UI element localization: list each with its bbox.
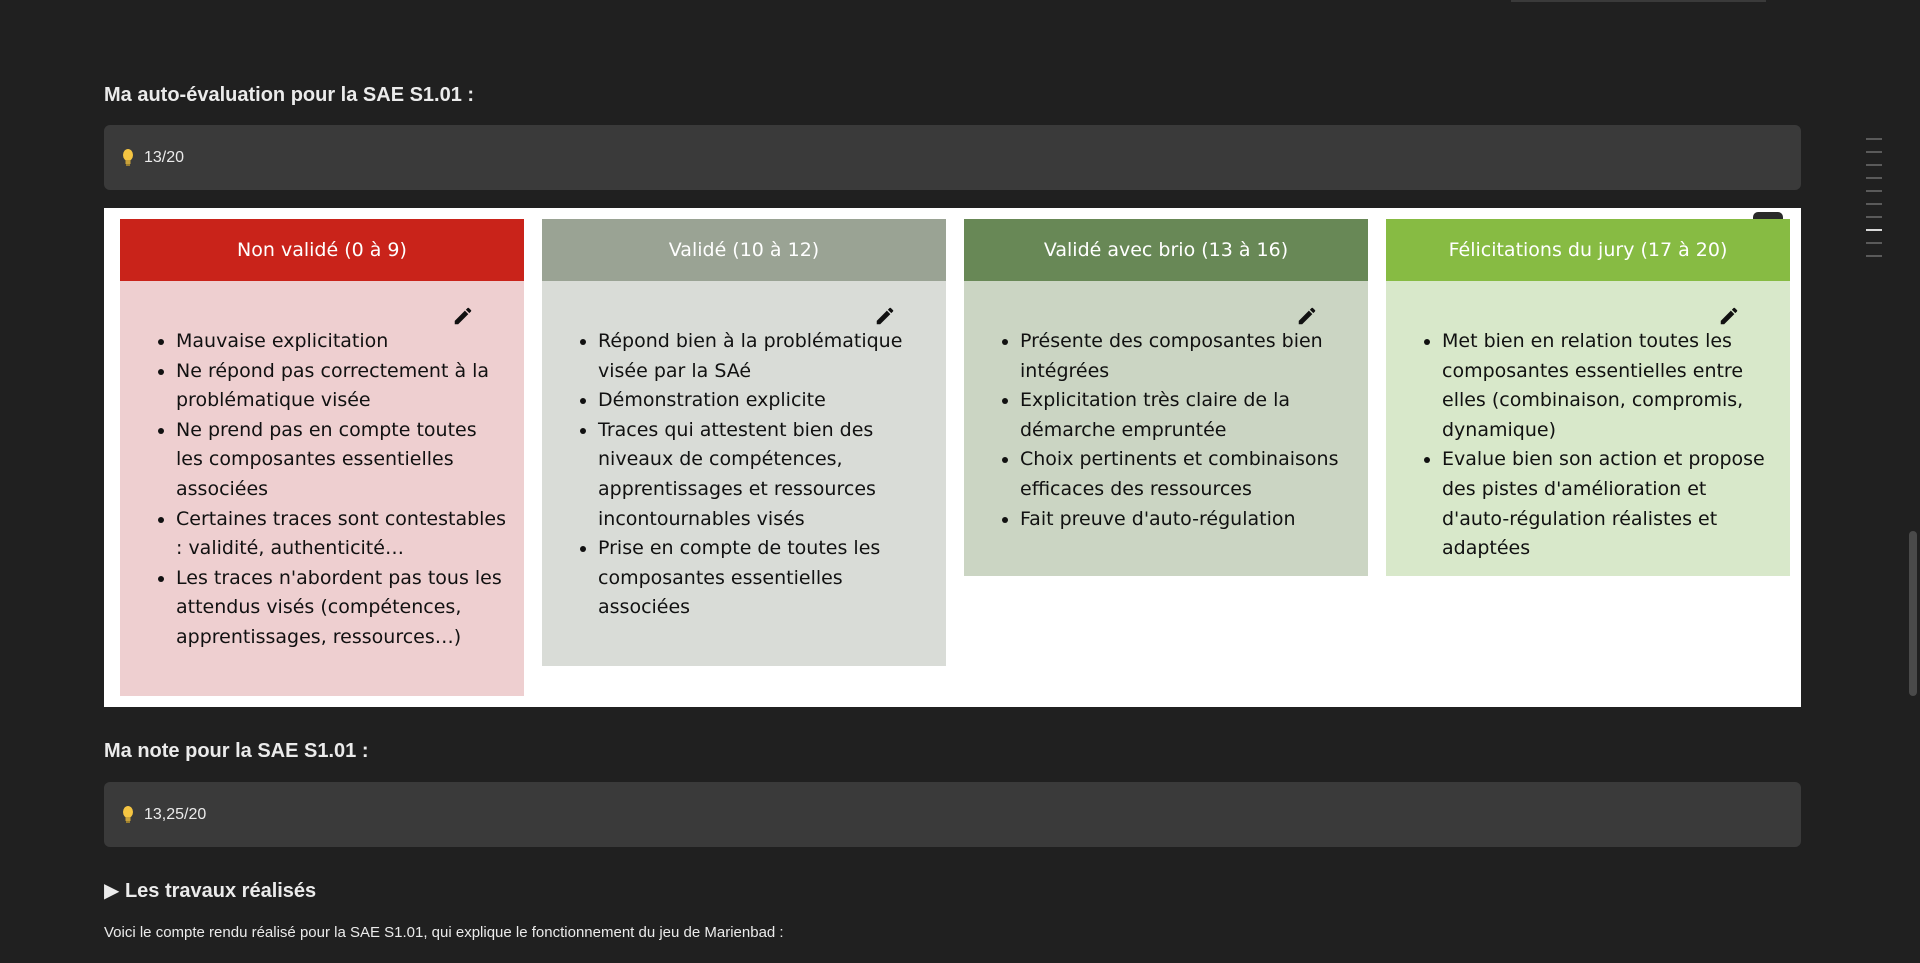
list-item: • Choix pertinents et combinaisons efficaces des ressources [1020, 445, 1350, 504]
list-item: • Ne répond pas correctement à la problématique visée [176, 357, 506, 416]
scrollbar-thumb[interactable] [1909, 531, 1917, 696]
list-item: • Certaines traces sont contestables : validité, authenticité… [176, 505, 506, 564]
scrollbar-track[interactable] [1906, 0, 1920, 963]
note-callout [104, 782, 1801, 847]
list-item: • Explicitation très claire de la démarche empruntée [1020, 386, 1350, 445]
criteria-list [1386, 327, 1772, 564]
rubric-column-valide [542, 219, 946, 666]
rubric-embed [104, 208, 1801, 707]
toc-item[interactable] [1866, 255, 1882, 257]
column-body [1386, 281, 1790, 576]
criteria-list [120, 327, 506, 653]
pencil-icon[interactable] [874, 305, 896, 327]
column-header: Félicitations du jury (17 à 20) [1386, 219, 1790, 281]
list-item: • Traces qui attestent bien des niveaux de compétences, apprentissages et ressources incontournables visés [598, 416, 928, 534]
travaux-paragraph: Voici le compte rendu réalisé pour la SAE S1.01, qui explique le fonctionnement du jeu de Marienbad : [104, 924, 784, 941]
toc-item[interactable] [1866, 164, 1882, 166]
list-item: • Les traces n'abordent pas tous les attendus visés (compétences, apprentissages, ressources…) [176, 564, 506, 653]
toc-item-active[interactable] [1866, 229, 1882, 231]
top-edge-bar [1511, 0, 1766, 2]
toc-item[interactable] [1866, 138, 1882, 140]
autoeval-value: 13/20 [144, 148, 185, 166]
column-body [964, 281, 1368, 576]
toc-item[interactable] [1866, 151, 1882, 153]
pencil-icon[interactable] [1718, 305, 1740, 327]
list-item: • Présente des composantes bien intégrées [1020, 327, 1350, 386]
list-item: • Evalue bien son action et propose des pistes d'amélioration et d'auto-régulation réalistes et adaptées [1442, 445, 1772, 563]
toc-item[interactable] [1866, 216, 1882, 218]
autoeval-callout [104, 125, 1801, 190]
list-item: • Démonstration explicite [598, 386, 928, 416]
rubric-column-valide-brio [964, 219, 1368, 576]
list-item: • Répond bien à la problématique visée par la SAé [598, 327, 928, 386]
rubric-column-felicitations [1386, 219, 1790, 576]
toc-item[interactable] [1866, 177, 1882, 179]
column-header: Non validé (0 à 9) [120, 219, 524, 281]
pencil-icon[interactable] [1296, 305, 1318, 327]
criteria-list [542, 327, 928, 623]
column-header: Validé (10 à 12) [542, 219, 946, 281]
pencil-icon[interactable] [452, 305, 474, 327]
list-item: • Prise en compte de toutes les composantes essentielles associées [598, 534, 928, 623]
column-body [120, 281, 524, 696]
note-value: 13,25/20 [144, 805, 207, 823]
list-item: • Mauvaise explicitation [176, 327, 506, 357]
list-item: • Fait preuve d'auto-régulation [1020, 505, 1350, 535]
travaux-toggle[interactable]: ▶ Les travaux réalisés [104, 880, 317, 902]
autoeval-heading: Ma auto-évaluation pour la SAE S1.01 : [104, 84, 475, 106]
lightbulb-icon [120, 148, 136, 168]
criteria-list [964, 327, 1350, 534]
list-item: • Met bien en relation toutes les composantes essentielles entre elles (combinaison, compromis, dynamique) [1442, 327, 1772, 445]
column-body [542, 281, 946, 666]
rubric-column-non-valide [120, 219, 524, 696]
toc-item[interactable] [1866, 242, 1882, 244]
toc-item[interactable] [1866, 203, 1882, 205]
toc-item[interactable] [1866, 190, 1882, 192]
note-heading: Ma note pour la SAE S1.01 : [104, 740, 369, 762]
column-header: Validé avec brio (13 à 16) [964, 219, 1368, 281]
table-of-contents-minimap [1866, 138, 1882, 268]
list-item: • Ne prend pas en compte toutes les composantes essentielles associées [176, 416, 506, 505]
lightbulb-icon [120, 805, 136, 825]
